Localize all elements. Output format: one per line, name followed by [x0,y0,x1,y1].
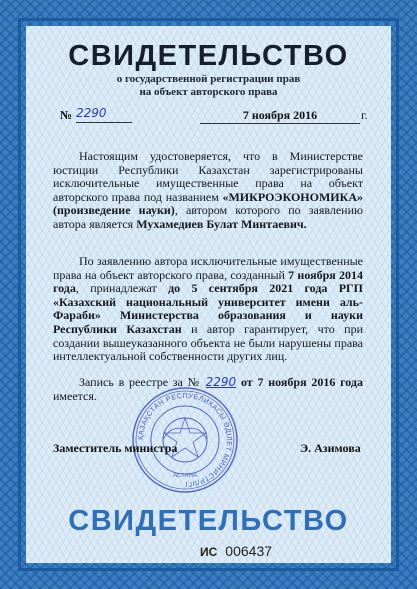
p2-text-2: , принадлежат [75,281,169,296]
author-name: Мухамедиев Булат Минтаевич. [136,216,307,231]
issue-date: 7 ноября 2016 [200,108,360,124]
work-title: «МИКРОЭКОНОМИКА» (произведение науки) [53,189,363,218]
rights-owner: до 5 сентября 2021 года РГП «Казахский национальный университет имени аль-Фараби» Министерства образования и науки Республики Казахстан [53,281,364,336]
p3-text-1: Запись в реестре за № [79,375,206,389]
paragraph-registration [53,150,363,232]
serial-prefix: ИС [200,545,218,559]
seal-city: АСТАНА [173,473,197,479]
seal-ring-text: ҚАЗАҚСТАН РЕСПУБЛИКАСЫ ӘДІЛЕТ МИНИСТРЛІГІ [135,390,235,490]
subtitle-line-2: на объект авторского права [139,86,278,98]
certificate-subtitle [60,73,357,99]
certificate-title: СВИДЕТЕЛЬСТВО [68,40,349,72]
serial-number: 006437 [225,543,273,559]
number-label: № [60,108,73,122]
p2-text-1: По заявлению автора исключительные имущественные права на объект авторского права, созданный [53,254,363,282]
p2-text-3: и автор гарантирует, что при создании вышеуказанного объекта не были нарушены права интеллектуальной собственности других лиц. [53,321,363,364]
registry-number: 2290 [205,375,237,389]
p1-text-1: Настоящим удостоверяется, что в Министерстве юстиции Республики Казахстан зарегистрированы исключительные имущественные права на объект авторского права под названием [53,149,363,204]
number-date-row [60,106,368,124]
subtitle-line-1: о государственной регистрации прав [116,73,301,85]
serial-number-row [200,543,370,559]
registry-date: от 7 ноября 2016 года [236,375,363,389]
certificate-number: 2290 [76,106,132,123]
p1-text-2: , автором которого по заявлению автора является [53,203,363,231]
year-suffix: г. [361,108,368,122]
official-seal [130,385,240,495]
p3-text-2: имеется. [53,388,97,403]
creation-date: 7 ноября 2014 года [53,267,363,296]
paragraph-rights [53,255,363,364]
signer-name: Э. Азимова [300,441,361,455]
signer-role: Заместитель министра [53,441,178,455]
bottom-title: СВИДЕТЕЛЬСТВО [68,505,349,537]
